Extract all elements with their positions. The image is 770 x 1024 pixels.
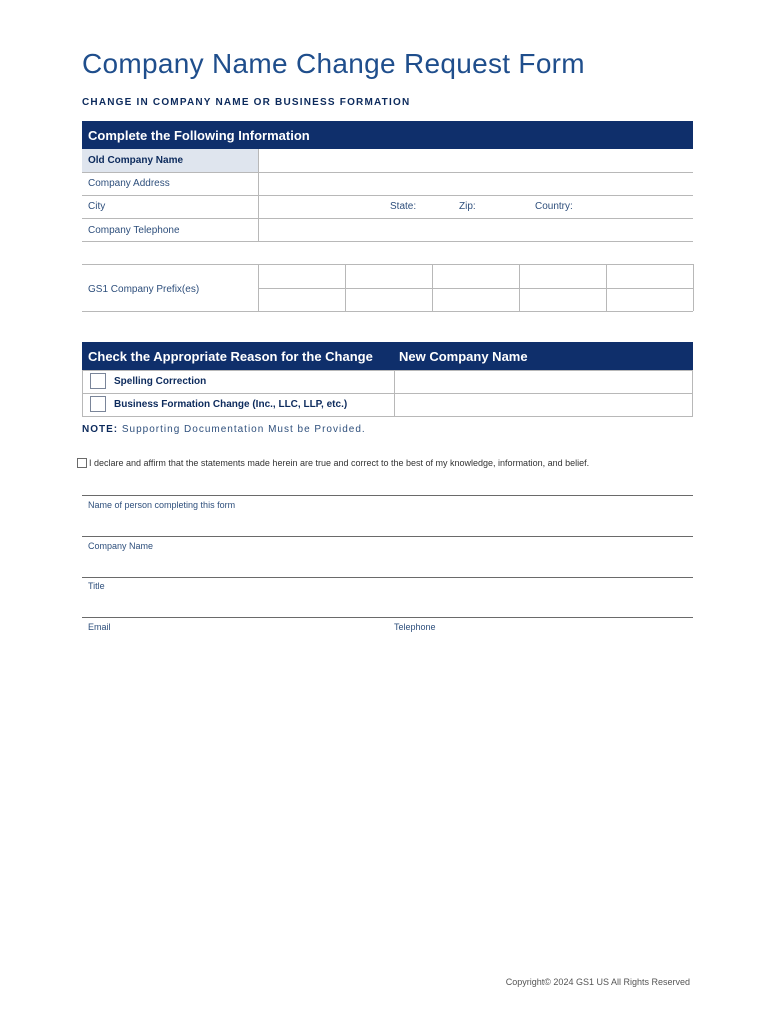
- name-of-person-label: Name of person completing this form: [88, 500, 236, 510]
- country-input[interactable]: [580, 196, 693, 218]
- company-name-label: Company Name: [88, 541, 154, 551]
- row-divider: [82, 241, 693, 242]
- signature-divider: [82, 495, 693, 496]
- signature-divider: [82, 617, 693, 618]
- reason-heading: Check the Appropriate Reason for the Change: [88, 348, 373, 364]
- section-info-header: [82, 121, 693, 149]
- section-reason-header: [82, 342, 693, 370]
- company-address-label: Company Address: [88, 178, 170, 189]
- spelling-correction-label: Spelling Correction: [114, 376, 207, 387]
- declaration-text: I declare and affirm that the statements made herein are true and correct to the best of my knowledge, information, and belief.: [89, 458, 590, 468]
- business-formation-change-checkbox[interactable]: [90, 396, 106, 412]
- company-telephone-input[interactable]: [259, 219, 693, 241]
- gs1-prefix-input[interactable]: [433, 289, 519, 311]
- gs1-prefix-label: GS1 Company Prefix(es): [88, 284, 200, 295]
- state-input[interactable]: [420, 196, 456, 218]
- city-label: City: [88, 201, 106, 212]
- gs1-prefix-input[interactable]: [346, 265, 432, 288]
- title-label: Title: [88, 581, 105, 591]
- email-label: Email: [88, 622, 111, 632]
- name-of-person-input[interactable]: [82, 512, 693, 535]
- declaration-checkbox[interactable]: [77, 458, 87, 468]
- gs1-prefix-input[interactable]: [346, 289, 432, 311]
- telephone-label: Telephone: [394, 622, 436, 632]
- gs1-prefix-input[interactable]: [520, 265, 606, 288]
- column-divider: [394, 370, 395, 417]
- spelling-correction-checkbox[interactable]: [90, 373, 106, 389]
- section-info-heading: Complete the Following Information: [88, 127, 310, 143]
- gs1-prefix-input[interactable]: [607, 265, 693, 288]
- business-formation-change-label: Business Formation Change (Inc., LLC, LLP, etc.): [114, 399, 348, 410]
- gs1-prefix-input[interactable]: [520, 289, 606, 311]
- copyright-footer: Copyright© 2024 GS1 US All Rights Reserved: [505, 977, 690, 987]
- page-title: Company Name Change Request Form: [82, 48, 585, 79]
- company-name-input[interactable]: [82, 553, 693, 576]
- email-input[interactable]: [82, 634, 382, 657]
- page-subtitle: CHANGE IN COMPANY NAME OR BUSINESS FORMATION: [82, 97, 411, 108]
- row-divider: [82, 311, 693, 312]
- old-company-name-label: Old Company Name: [88, 155, 184, 166]
- company-telephone-label: Company Telephone: [88, 225, 180, 236]
- gs1-prefix-input[interactable]: [433, 265, 519, 288]
- zip-input[interactable]: [480, 196, 532, 218]
- note-label: NOTE:: [82, 424, 119, 435]
- column-divider: [258, 149, 259, 241]
- gs1-prefix-input[interactable]: [259, 289, 345, 311]
- column-divider: [693, 264, 694, 311]
- signature-divider: [82, 536, 693, 537]
- note: [82, 424, 366, 435]
- signature-divider: [82, 577, 693, 578]
- company-address-input[interactable]: [259, 173, 693, 195]
- telephone-input[interactable]: [394, 634, 693, 657]
- zip-label: Zip:: [459, 201, 476, 212]
- gs1-prefix-input[interactable]: [607, 289, 693, 311]
- new-company-name-input[interactable]: [396, 394, 692, 416]
- gs1-prefix-input[interactable]: [259, 265, 345, 288]
- old-company-name-input[interactable]: [259, 149, 693, 172]
- new-company-name-input[interactable]: [396, 371, 692, 393]
- city-input[interactable]: [259, 196, 384, 218]
- note-text: Supporting Documentation Must be Provided.: [121, 424, 366, 435]
- state-label: State:: [390, 201, 417, 212]
- country-label: Country:: [535, 201, 573, 212]
- title-input[interactable]: [82, 593, 693, 616]
- new-name-heading: New Company Name: [399, 348, 528, 364]
